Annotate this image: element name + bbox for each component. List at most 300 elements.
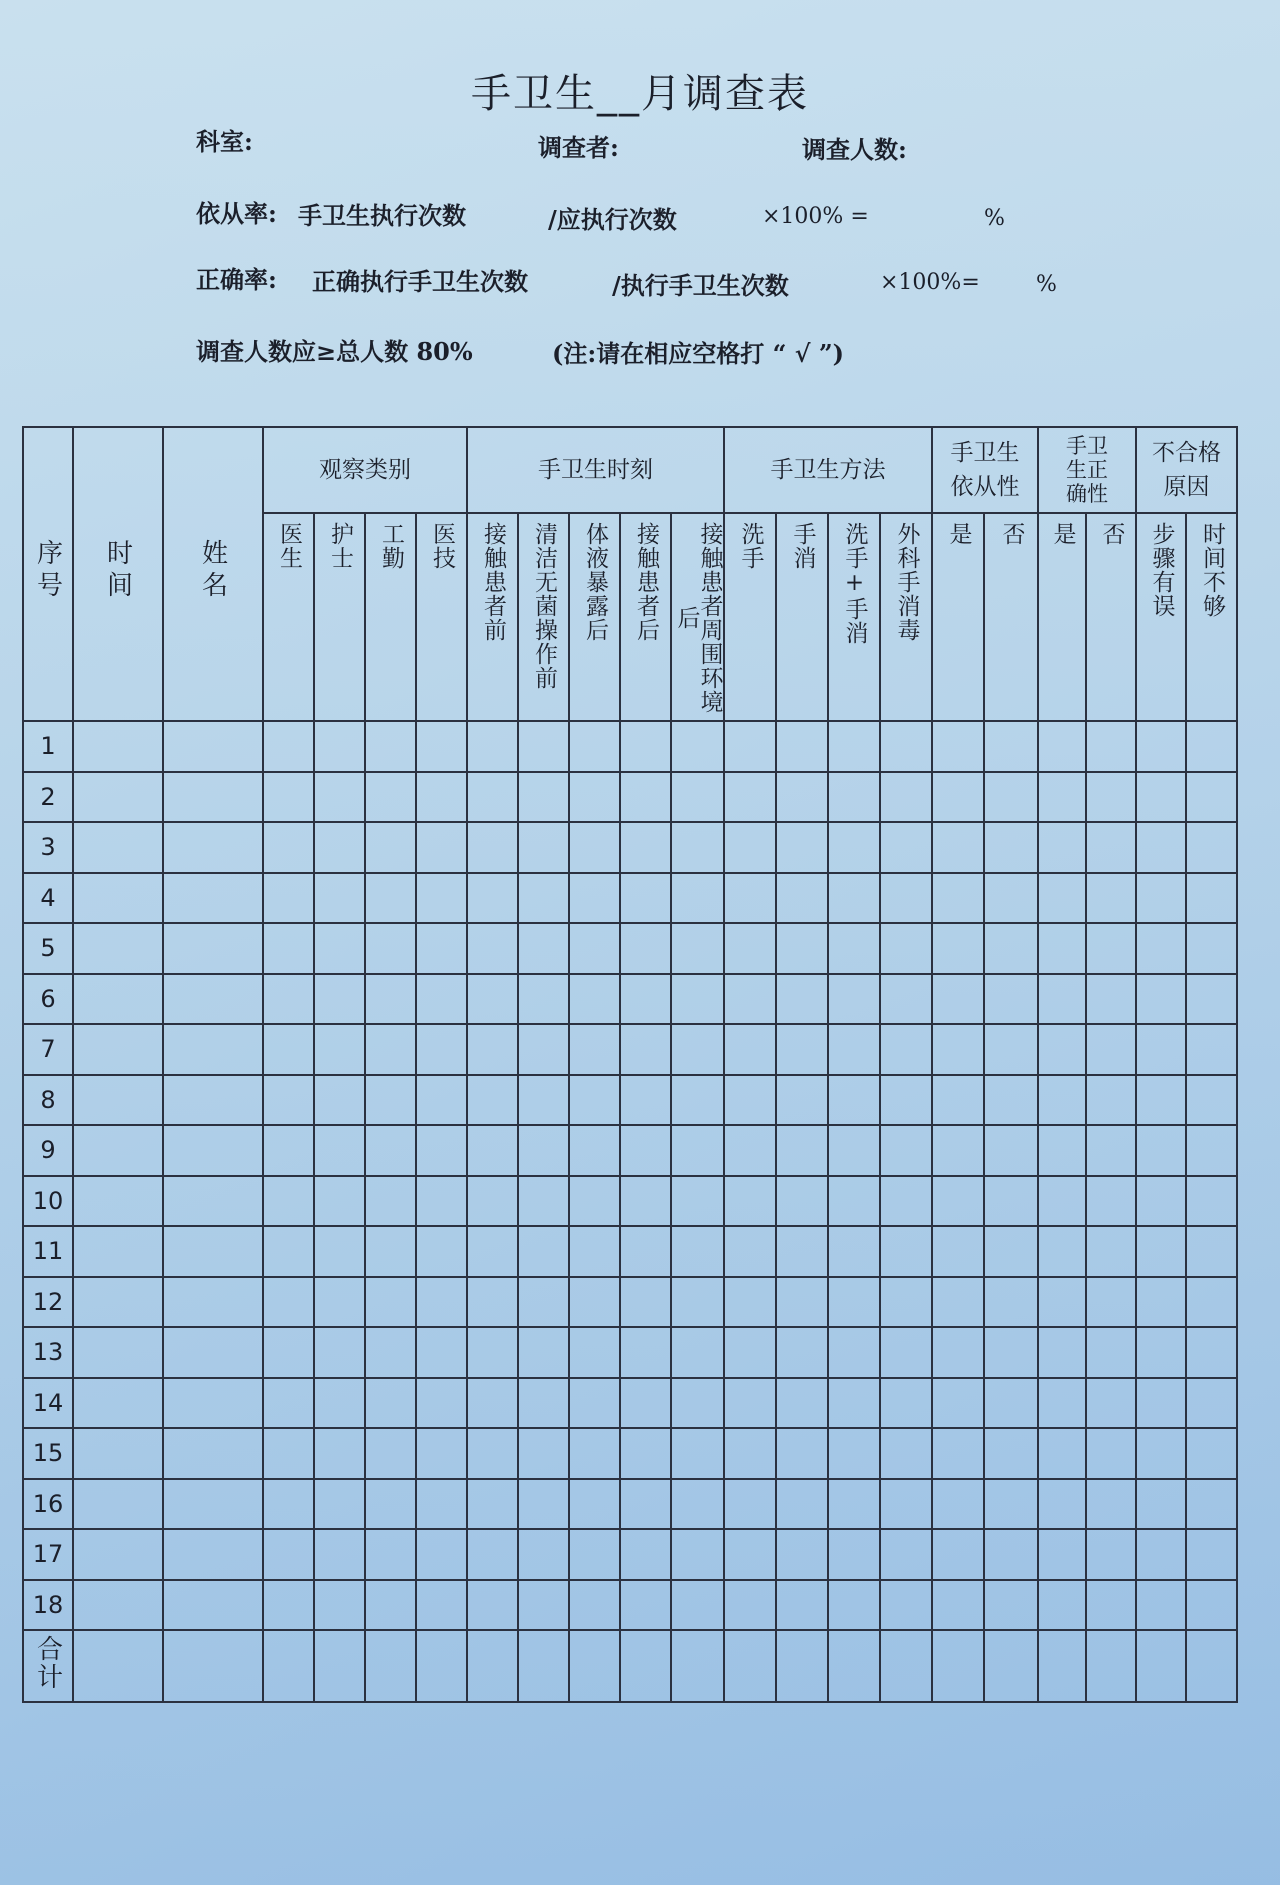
table-cell[interactable]: [314, 974, 365, 1025]
table-cell[interactable]: [163, 974, 263, 1025]
table-cell[interactable]: [932, 772, 984, 823]
table-cell[interactable]: [1086, 1277, 1136, 1328]
table-cell[interactable]: [984, 721, 1038, 772]
table-cell[interactable]: [569, 1479, 620, 1530]
table-cell[interactable]: [776, 822, 828, 873]
table-cell[interactable]: [467, 1176, 518, 1227]
table-cell[interactable]: [671, 1428, 724, 1479]
table-cell[interactable]: [1086, 1075, 1136, 1126]
table-cell[interactable]: [671, 923, 724, 974]
table-cell[interactable]: [880, 974, 932, 1025]
table-cell[interactable]: [73, 1327, 163, 1378]
table-cell[interactable]: [1038, 1125, 1086, 1176]
table-cell[interactable]: [1136, 1479, 1186, 1530]
table-cell[interactable]: [518, 1479, 569, 1530]
table-cell[interactable]: [365, 974, 416, 1025]
table-cell[interactable]: [1086, 1529, 1136, 1580]
table-cell[interactable]: [163, 873, 263, 924]
table-cell[interactable]: [620, 721, 671, 772]
table-cell[interactable]: [163, 721, 263, 772]
table-cell[interactable]: [984, 772, 1038, 823]
table-cell[interactable]: [314, 923, 365, 974]
table-cell[interactable]: [163, 1125, 263, 1176]
table-cell[interactable]: [467, 1125, 518, 1176]
table-cell[interactable]: [671, 873, 724, 924]
table-cell[interactable]: [314, 873, 365, 924]
table-cell[interactable]: [518, 822, 569, 873]
table-cell[interactable]: [932, 1479, 984, 1530]
table-cell[interactable]: [73, 1479, 163, 1530]
table-cell[interactable]: [314, 1327, 365, 1378]
table-cell[interactable]: [1136, 1075, 1186, 1126]
table-cell[interactable]: [73, 721, 163, 772]
table-cell[interactable]: [1186, 721, 1237, 772]
table-cell[interactable]: [724, 1378, 776, 1429]
table-cell[interactable]: [1038, 1226, 1086, 1277]
table-cell[interactable]: [416, 721, 467, 772]
table-cell[interactable]: [263, 923, 314, 974]
table-cell[interactable]: [671, 1226, 724, 1277]
table-cell[interactable]: [620, 1226, 671, 1277]
table-cell[interactable]: [620, 923, 671, 974]
table-cell[interactable]: [880, 822, 932, 873]
table-cell[interactable]: [1086, 1125, 1136, 1176]
table-cell[interactable]: [776, 1479, 828, 1530]
table-cell[interactable]: [724, 1630, 776, 1702]
table-cell[interactable]: [1186, 1125, 1237, 1176]
table-cell[interactable]: [932, 721, 984, 772]
table-cell[interactable]: [467, 1428, 518, 1479]
table-cell[interactable]: [569, 1630, 620, 1702]
table-cell[interactable]: [416, 1125, 467, 1176]
table-cell[interactable]: [671, 1630, 724, 1702]
table-cell[interactable]: [569, 1024, 620, 1075]
table-cell[interactable]: [724, 721, 776, 772]
table-cell[interactable]: [365, 772, 416, 823]
table-cell[interactable]: [1086, 772, 1136, 823]
table-cell[interactable]: [416, 974, 467, 1025]
table-cell[interactable]: [467, 822, 518, 873]
table-cell[interactable]: [932, 1075, 984, 1126]
table-cell[interactable]: [365, 1327, 416, 1378]
table-cell[interactable]: [1186, 822, 1237, 873]
table-cell[interactable]: [932, 974, 984, 1025]
table-cell[interactable]: [163, 772, 263, 823]
table-cell[interactable]: [776, 1378, 828, 1429]
table-cell[interactable]: [263, 721, 314, 772]
table-cell[interactable]: [620, 1277, 671, 1328]
table-cell[interactable]: [569, 822, 620, 873]
table-cell[interactable]: [314, 822, 365, 873]
table-cell[interactable]: [776, 1529, 828, 1580]
table-cell[interactable]: [1038, 822, 1086, 873]
table-cell[interactable]: [467, 1378, 518, 1429]
table-cell[interactable]: [932, 1630, 984, 1702]
table-cell[interactable]: [73, 1277, 163, 1328]
table-cell[interactable]: [1186, 1226, 1237, 1277]
table-cell[interactable]: [724, 1327, 776, 1378]
table-cell[interactable]: [620, 1075, 671, 1126]
table-cell[interactable]: [518, 1378, 569, 1429]
table-cell[interactable]: [518, 923, 569, 974]
table-cell[interactable]: [671, 822, 724, 873]
table-cell[interactable]: [828, 1580, 880, 1631]
table-cell[interactable]: [880, 1176, 932, 1227]
table-cell[interactable]: [724, 1580, 776, 1631]
table-cell[interactable]: [73, 1226, 163, 1277]
table-cell[interactable]: [1186, 1277, 1237, 1328]
table-cell[interactable]: [828, 1024, 880, 1075]
table-cell[interactable]: [1086, 1378, 1136, 1429]
table-cell[interactable]: [569, 873, 620, 924]
table-cell[interactable]: [163, 1277, 263, 1328]
table-cell[interactable]: [1186, 1024, 1237, 1075]
table-cell[interactable]: [365, 1125, 416, 1176]
table-cell[interactable]: [1038, 1176, 1086, 1227]
table-cell[interactable]: [724, 1075, 776, 1126]
table-cell[interactable]: [671, 974, 724, 1025]
table-cell[interactable]: [880, 1075, 932, 1126]
table-cell[interactable]: [828, 1176, 880, 1227]
table-cell[interactable]: [1086, 1327, 1136, 1378]
table-cell[interactable]: [1038, 1277, 1086, 1328]
table-cell[interactable]: [828, 772, 880, 823]
table-cell[interactable]: [1038, 1075, 1086, 1126]
table-cell[interactable]: [620, 974, 671, 1025]
table-cell[interactable]: [416, 1529, 467, 1580]
table-cell[interactable]: [776, 974, 828, 1025]
table-cell[interactable]: [880, 873, 932, 924]
table-cell[interactable]: [73, 873, 163, 924]
table-cell[interactable]: [724, 873, 776, 924]
table-cell[interactable]: [416, 873, 467, 924]
table-cell[interactable]: [880, 1226, 932, 1277]
table-cell[interactable]: [73, 974, 163, 1025]
table-cell[interactable]: [880, 1277, 932, 1328]
table-cell[interactable]: [73, 923, 163, 974]
table-cell[interactable]: [724, 974, 776, 1025]
table-cell[interactable]: [932, 873, 984, 924]
table-cell[interactable]: [314, 1529, 365, 1580]
table-cell[interactable]: [263, 1529, 314, 1580]
table-cell[interactable]: [1186, 873, 1237, 924]
table-cell[interactable]: [984, 1580, 1038, 1631]
table-cell[interactable]: [1086, 721, 1136, 772]
table-cell[interactable]: [263, 873, 314, 924]
table-cell[interactable]: [416, 1277, 467, 1328]
table-cell[interactable]: [671, 1529, 724, 1580]
table-cell[interactable]: [671, 1075, 724, 1126]
table-cell[interactable]: [263, 1378, 314, 1429]
table-cell[interactable]: [671, 1580, 724, 1631]
table-cell[interactable]: [263, 1630, 314, 1702]
table-cell[interactable]: [467, 974, 518, 1025]
table-cell[interactable]: [984, 1176, 1038, 1227]
table-cell[interactable]: [569, 1075, 620, 1126]
table-cell[interactable]: [1136, 1378, 1186, 1429]
table-cell[interactable]: [620, 1479, 671, 1530]
table-cell[interactable]: [724, 1125, 776, 1176]
table-cell[interactable]: [263, 1226, 314, 1277]
table-cell[interactable]: [828, 1226, 880, 1277]
table-cell[interactable]: [518, 1176, 569, 1227]
table-cell[interactable]: [365, 1428, 416, 1479]
table-cell[interactable]: [984, 1024, 1038, 1075]
table-cell[interactable]: [416, 822, 467, 873]
table-cell[interactable]: [263, 772, 314, 823]
table-cell[interactable]: [163, 1176, 263, 1227]
table-cell[interactable]: [1086, 1024, 1136, 1075]
table-cell[interactable]: [984, 974, 1038, 1025]
table-cell[interactable]: [467, 1580, 518, 1631]
table-cell[interactable]: [828, 1630, 880, 1702]
table-cell[interactable]: [1086, 974, 1136, 1025]
table-cell[interactable]: [467, 721, 518, 772]
table-cell[interactable]: [984, 1125, 1038, 1176]
table-cell[interactable]: [163, 923, 263, 974]
table-cell[interactable]: [1186, 1479, 1237, 1530]
table-cell[interactable]: [984, 923, 1038, 974]
table-cell[interactable]: [1086, 1479, 1136, 1530]
table-cell[interactable]: [984, 1327, 1038, 1378]
table-cell[interactable]: [73, 822, 163, 873]
table-cell[interactable]: [1136, 1125, 1186, 1176]
table-cell[interactable]: [828, 1125, 880, 1176]
table-cell[interactable]: [314, 1580, 365, 1631]
table-cell[interactable]: [1038, 1378, 1086, 1429]
table-cell[interactable]: [671, 1024, 724, 1075]
table-cell[interactable]: [314, 1176, 365, 1227]
table-cell[interactable]: [984, 1479, 1038, 1530]
table-cell[interactable]: [932, 1024, 984, 1075]
table-cell[interactable]: [569, 1277, 620, 1328]
table-cell[interactable]: [365, 1176, 416, 1227]
table-cell[interactable]: [263, 1125, 314, 1176]
table-cell[interactable]: [365, 1075, 416, 1126]
table-cell[interactable]: [569, 1176, 620, 1227]
table-cell[interactable]: [73, 1075, 163, 1126]
table-cell[interactable]: [880, 721, 932, 772]
table-cell[interactable]: [1038, 1428, 1086, 1479]
table-cell[interactable]: [416, 772, 467, 823]
table-cell[interactable]: [569, 721, 620, 772]
table-cell[interactable]: [263, 1580, 314, 1631]
table-cell[interactable]: [724, 1428, 776, 1479]
table-cell[interactable]: [724, 1529, 776, 1580]
table-cell[interactable]: [880, 772, 932, 823]
table-cell[interactable]: [163, 1024, 263, 1075]
table-cell[interactable]: [73, 1125, 163, 1176]
table-cell[interactable]: [416, 1075, 467, 1126]
table-cell[interactable]: [984, 1075, 1038, 1126]
table-cell[interactable]: [365, 923, 416, 974]
table-cell[interactable]: [467, 1327, 518, 1378]
table-cell[interactable]: [671, 1327, 724, 1378]
table-cell[interactable]: [724, 923, 776, 974]
table-cell[interactable]: [880, 1024, 932, 1075]
table-cell[interactable]: [518, 1024, 569, 1075]
table-cell[interactable]: [776, 1630, 828, 1702]
table-cell[interactable]: [1086, 1630, 1136, 1702]
table-cell[interactable]: [828, 1075, 880, 1126]
table-cell[interactable]: [416, 1428, 467, 1479]
table-cell[interactable]: [467, 1479, 518, 1530]
table-cell[interactable]: [776, 1125, 828, 1176]
table-cell[interactable]: [163, 1428, 263, 1479]
table-cell[interactable]: [416, 1630, 467, 1702]
table-cell[interactable]: [263, 1075, 314, 1126]
table-cell[interactable]: [73, 1024, 163, 1075]
table-cell[interactable]: [776, 1428, 828, 1479]
table-cell[interactable]: [263, 822, 314, 873]
table-cell[interactable]: [828, 974, 880, 1025]
table-cell[interactable]: [1186, 1630, 1237, 1702]
table-cell[interactable]: [1186, 974, 1237, 1025]
table-cell[interactable]: [1136, 721, 1186, 772]
table-cell[interactable]: [1038, 772, 1086, 823]
table-cell[interactable]: [932, 1327, 984, 1378]
table-cell[interactable]: [314, 1277, 365, 1328]
table-cell[interactable]: [1136, 1277, 1186, 1328]
table-cell[interactable]: [569, 1125, 620, 1176]
table-cell[interactable]: [518, 1277, 569, 1328]
table-cell[interactable]: [880, 1125, 932, 1176]
table-cell[interactable]: [828, 1277, 880, 1328]
table-cell[interactable]: [1038, 974, 1086, 1025]
table-cell[interactable]: [724, 1277, 776, 1328]
table-cell[interactable]: [365, 1580, 416, 1631]
table-cell[interactable]: [1086, 923, 1136, 974]
table-cell[interactable]: [314, 1125, 365, 1176]
table-cell[interactable]: [776, 1024, 828, 1075]
table-cell[interactable]: [1086, 822, 1136, 873]
table-cell[interactable]: [569, 1428, 620, 1479]
table-cell[interactable]: [569, 772, 620, 823]
table-cell[interactable]: [932, 1580, 984, 1631]
table-cell[interactable]: [1038, 721, 1086, 772]
table-cell[interactable]: [932, 923, 984, 974]
table-cell[interactable]: [467, 1529, 518, 1580]
table-cell[interactable]: [984, 1378, 1038, 1429]
table-cell[interactable]: [314, 1226, 365, 1277]
table-cell[interactable]: [314, 1378, 365, 1429]
table-cell[interactable]: [365, 1277, 416, 1328]
table-cell[interactable]: [73, 1529, 163, 1580]
table-cell[interactable]: [620, 1428, 671, 1479]
table-cell[interactable]: [569, 923, 620, 974]
table-cell[interactable]: [620, 1580, 671, 1631]
table-cell[interactable]: [776, 1327, 828, 1378]
table-cell[interactable]: [163, 1479, 263, 1530]
table-cell[interactable]: [314, 772, 365, 823]
table-cell[interactable]: [984, 1529, 1038, 1580]
table-cell[interactable]: [1038, 873, 1086, 924]
table-cell[interactable]: [518, 1226, 569, 1277]
table-cell[interactable]: [620, 1327, 671, 1378]
table-cell[interactable]: [984, 1630, 1038, 1702]
table-cell[interactable]: [365, 873, 416, 924]
table-cell[interactable]: [828, 1529, 880, 1580]
table-cell[interactable]: [932, 1277, 984, 1328]
table-cell[interactable]: [1136, 1428, 1186, 1479]
table-cell[interactable]: [518, 1075, 569, 1126]
table-cell[interactable]: [314, 1630, 365, 1702]
table-cell[interactable]: [724, 1226, 776, 1277]
table-cell[interactable]: [828, 721, 880, 772]
table-cell[interactable]: [1186, 1378, 1237, 1429]
table-cell[interactable]: [518, 721, 569, 772]
table-cell[interactable]: [828, 923, 880, 974]
table-cell[interactable]: [163, 1075, 263, 1126]
table-cell[interactable]: [467, 1226, 518, 1277]
table-cell[interactable]: [1086, 1580, 1136, 1631]
table-cell[interactable]: [1186, 1529, 1237, 1580]
table-cell[interactable]: [984, 1277, 1038, 1328]
table-cell[interactable]: [1136, 974, 1186, 1025]
table-cell[interactable]: [776, 1075, 828, 1126]
table-cell[interactable]: [1136, 1024, 1186, 1075]
table-cell[interactable]: [1186, 1327, 1237, 1378]
table-cell[interactable]: [365, 721, 416, 772]
table-cell[interactable]: [1086, 1176, 1136, 1227]
table-cell[interactable]: [416, 1580, 467, 1631]
table-cell[interactable]: [518, 1327, 569, 1378]
table-cell[interactable]: [263, 1277, 314, 1328]
table-cell[interactable]: [1136, 822, 1186, 873]
table-cell[interactable]: [365, 1378, 416, 1429]
table-cell[interactable]: [163, 1630, 263, 1702]
table-cell[interactable]: [776, 772, 828, 823]
table-cell[interactable]: [828, 1428, 880, 1479]
table-cell[interactable]: [776, 721, 828, 772]
table-cell[interactable]: [671, 1125, 724, 1176]
table-cell[interactable]: [467, 923, 518, 974]
table-cell[interactable]: [776, 1277, 828, 1328]
table-cell[interactable]: [467, 873, 518, 924]
table-cell[interactable]: [518, 1529, 569, 1580]
table-cell[interactable]: [569, 1378, 620, 1429]
table-cell[interactable]: [365, 1479, 416, 1530]
table-cell[interactable]: [263, 974, 314, 1025]
table-cell[interactable]: [776, 923, 828, 974]
table-cell[interactable]: [263, 1024, 314, 1075]
table-cell[interactable]: [365, 1024, 416, 1075]
table-cell[interactable]: [467, 1024, 518, 1075]
table-cell[interactable]: [620, 1176, 671, 1227]
table-cell[interactable]: [932, 1428, 984, 1479]
table-cell[interactable]: [1136, 1226, 1186, 1277]
table-cell[interactable]: [776, 873, 828, 924]
table-cell[interactable]: [518, 974, 569, 1025]
table-cell[interactable]: [314, 721, 365, 772]
table-cell[interactable]: [263, 1327, 314, 1378]
table-cell[interactable]: [880, 1630, 932, 1702]
table-cell[interactable]: [724, 1024, 776, 1075]
table-cell[interactable]: [1038, 1024, 1086, 1075]
table-cell[interactable]: [263, 1479, 314, 1530]
table-cell[interactable]: [416, 1226, 467, 1277]
table-cell[interactable]: [518, 772, 569, 823]
table-cell[interactable]: [365, 1226, 416, 1277]
table-cell[interactable]: [932, 1529, 984, 1580]
table-cell[interactable]: [1038, 1327, 1086, 1378]
table-cell[interactable]: [467, 1277, 518, 1328]
table-cell[interactable]: [1136, 1630, 1186, 1702]
table-cell[interactable]: [932, 1226, 984, 1277]
table-cell[interactable]: [569, 1327, 620, 1378]
table-cell[interactable]: [1186, 1176, 1237, 1227]
table-cell[interactable]: [724, 1479, 776, 1530]
